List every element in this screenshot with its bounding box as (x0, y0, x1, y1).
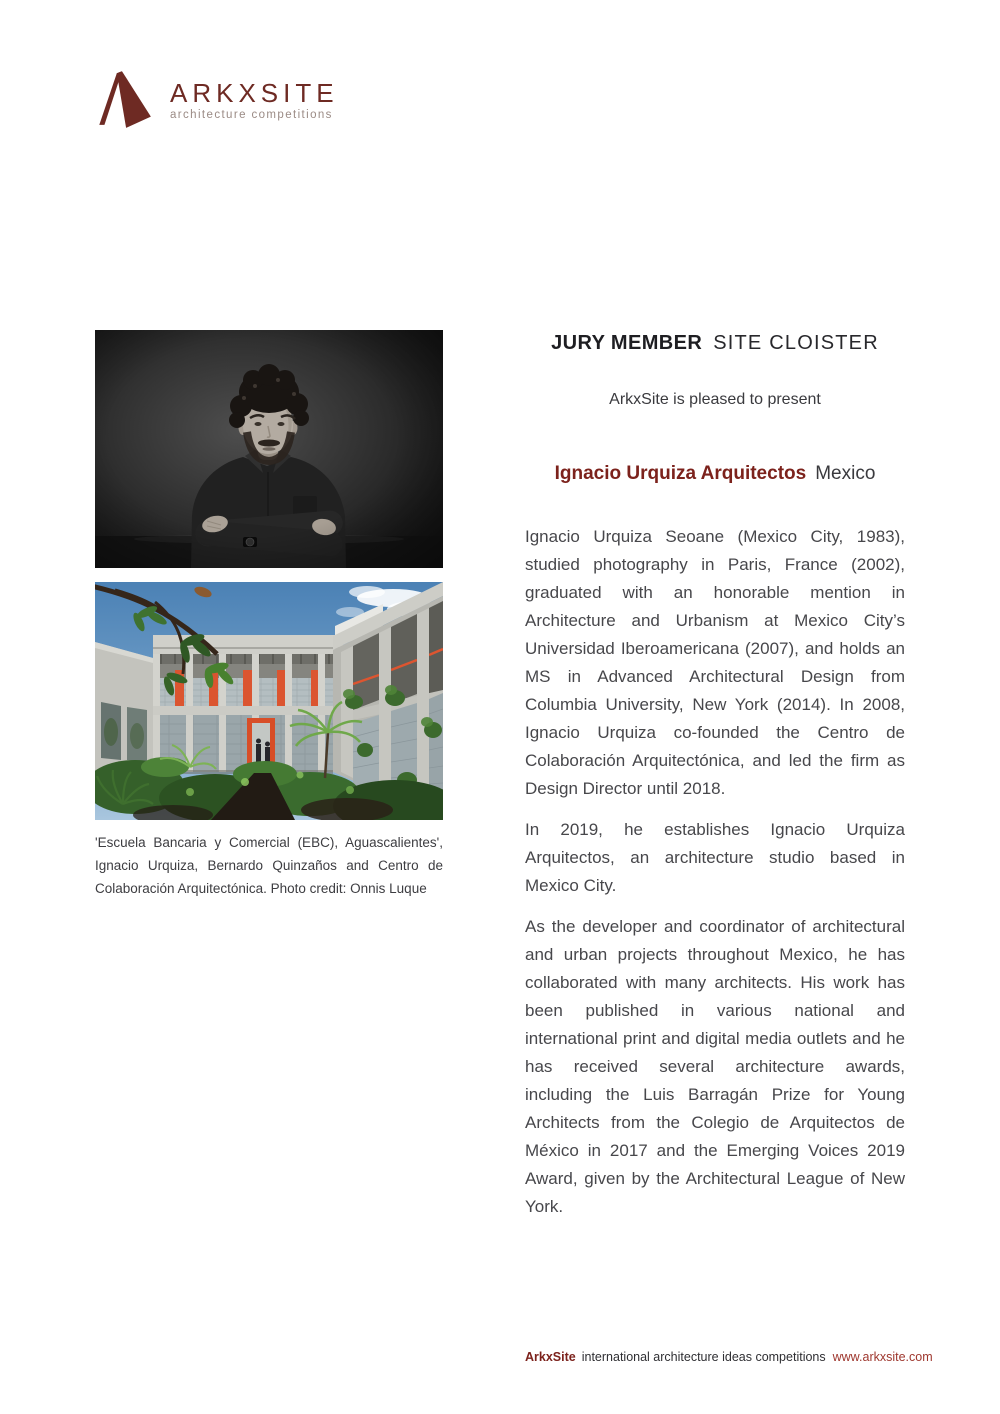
jury-name-line (525, 461, 905, 487)
courtyard-illustration (95, 582, 443, 820)
portrait-illustration (95, 330, 443, 568)
arkxsite-logo-icon (90, 64, 156, 132)
page-title (525, 331, 905, 355)
bio-paragraph-3: As the developer and coordinator of architectural and urban projects throughout Mexico, he has collaborated with many architects. His work has been published in various national and international print and digital media outlets and he has received several architecture awards, including the Luis Barragán Prize for Young Architects from the Colegio de Arquitectos de México in 2017 and the Emerging Voices 2019 Award, given by the Architectural League of New York. (525, 917, 905, 1216)
brand-logo (90, 64, 339, 132)
bio-paragraph-1: Ignacio Urquiza Seoane (Mexico City, 1983), studied photography in Paris, France (2002), graduated with an honorable mention in Architecture and Urbanism at Mexico City’s Universidad Iberoamericana (2007), and holds an MS in Advanced Architectural Design from Columbia University, New York (2014). In 2008, Ignacio Urquiza co-founded the Centro de Colaboración Arquitectónica, and led the firm as Design Director until 2018. (525, 527, 905, 798)
title-competition: SITE CLOISTER (713, 332, 879, 354)
text-column (525, 331, 905, 1221)
footer-url[interactable]: www.arkxsite.com (832, 1350, 933, 1364)
title-jury-member: JURY MEMBER (551, 332, 703, 354)
media-column (95, 330, 443, 901)
bio-text (525, 523, 905, 1221)
intro-line: ArkxSite is pleased to present (609, 391, 821, 408)
footer (525, 1349, 933, 1365)
photo-caption: 'Escuela Bancaria y Comercial (EBC), Aguascalientes', Ignacio Urquiza, Bernardo Quinzaños and Centro de Colaboración Arquitectónica. Photo credit: Onnis Luque (95, 835, 443, 897)
brand-text (170, 80, 339, 122)
brand-tagline: architecture competitions (170, 109, 333, 121)
left-wing (95, 642, 153, 778)
jury-country: Mexico (815, 463, 876, 484)
jury-name: Ignacio Urquiza Arquitectos (554, 463, 807, 484)
jury-portrait-photo (95, 330, 443, 568)
center-building (153, 635, 343, 774)
footer-brand: ArkxSite (525, 1350, 576, 1364)
brand-name: ARKXSITE (170, 78, 339, 108)
footer-description: international architecture ideas competitions (581, 1350, 826, 1364)
bio-paragraph-2: In 2019, he establishes Ignacio Urquiza Arquitectos, an architecture studio based in Mexico City. (525, 820, 905, 895)
project-photo (95, 582, 443, 820)
